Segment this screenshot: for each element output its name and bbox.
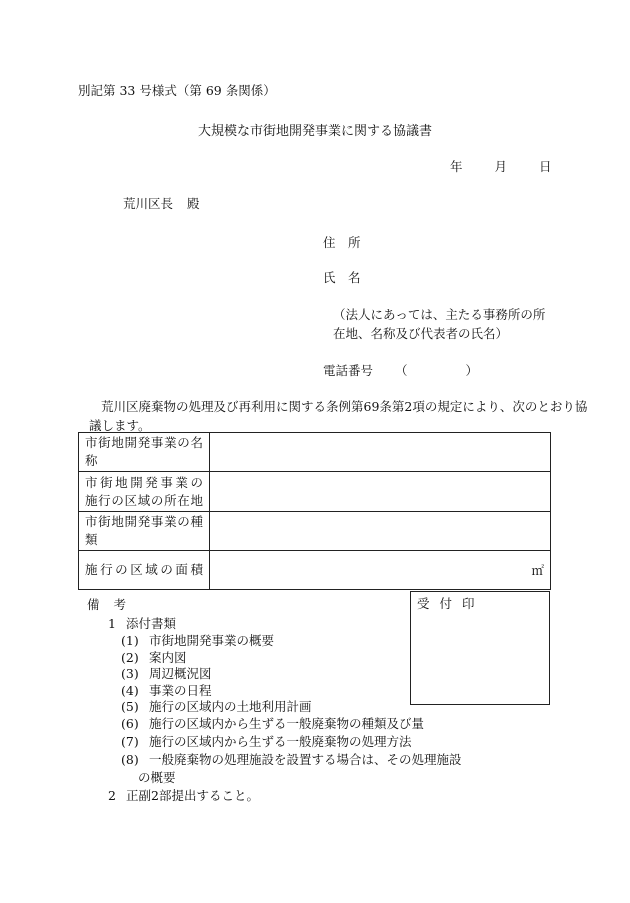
- notes-heading: [87, 595, 126, 613]
- notes-heading-right: 考: [113, 597, 127, 612]
- subitem-number: (4): [121, 683, 139, 698]
- applicant-name-label: 氏 名: [323, 270, 361, 285]
- document-title: 大規模な市街地開発事業に関する協議書: [197, 124, 432, 139]
- note-item-1: [108, 614, 176, 632]
- body-text-line2: 議します。: [89, 418, 151, 433]
- date-field: [450, 157, 552, 175]
- subitem-number: (6): [121, 716, 139, 731]
- list-item: [121, 714, 424, 732]
- note-item-1-number: 1: [108, 616, 116, 631]
- subitem-text: 市街地開発事業の概要: [149, 633, 275, 648]
- project-location-field: [210, 472, 551, 512]
- phone-paren-open: （: [395, 363, 408, 378]
- notes-heading-left: 備: [87, 597, 100, 612]
- table-row-project-area: [79, 551, 551, 590]
- phone-label: 電話番号: [323, 363, 374, 378]
- form-identifier: 別記第 33 号様式（第 69 条関係）: [78, 83, 276, 98]
- project-name-label: 市街地開発事業の名称: [79, 433, 210, 472]
- subitem-text: 施行の区域内から生ずる一般廃棄物の種類及び量: [149, 716, 425, 731]
- list-item: [121, 664, 212, 682]
- project-location-label-line2: 施行の区域の所在地: [85, 492, 203, 508]
- project-location-label-line1: 市街地開発事業の: [85, 474, 203, 490]
- subitem-number: (7): [121, 734, 139, 749]
- list-item: [121, 697, 312, 715]
- subitem-number: (2): [121, 650, 139, 665]
- subitem-text: 一般廃棄物の処理施設を設置する場合は、その処理施設: [149, 752, 462, 767]
- subitem-text: 施行の区域内から生ずる一般廃棄物の処理方法: [149, 734, 412, 749]
- subitem-number: (5): [121, 699, 139, 714]
- subitem-8-continuation: の概要: [138, 770, 176, 785]
- note-item-2-text: 正副2部提出すること。: [126, 788, 259, 803]
- addressee: [123, 194, 200, 212]
- note-item-2-number: 2: [108, 788, 116, 803]
- body-text-line1: 荒川区廃棄物の処理及び再利用に関する条例第69条第2項の規定により、次のとおり協: [101, 399, 588, 414]
- date-year-label: 年: [450, 159, 463, 174]
- project-location-label: [79, 472, 210, 512]
- table-row-project-location: [79, 472, 551, 512]
- phone-paren-close: ）: [465, 363, 479, 378]
- note-item-1-text: 添付書類: [126, 616, 177, 631]
- project-type-field: [210, 512, 551, 551]
- subitem-text: 案内図: [149, 650, 187, 665]
- corporation-note-line2: 在地、名称及び代表者の氏名）: [333, 326, 509, 341]
- table-row-project-type: [79, 512, 551, 551]
- project-name-field: [210, 433, 551, 472]
- subitem-text: 施行の区域内の土地利用計画: [149, 699, 312, 714]
- date-month-label: 月: [494, 159, 508, 174]
- subitem-text: 周辺概況図: [149, 666, 212, 681]
- subitem-text: 事業の日程: [149, 683, 212, 698]
- list-item: [121, 732, 412, 750]
- table-row-project-name: [79, 433, 551, 472]
- corporation-note-line1: （法人にあっては、主たる事務所の所: [333, 307, 546, 322]
- applicant-address-label: 住 所: [323, 235, 361, 250]
- area-unit: ㎡: [531, 563, 544, 578]
- date-day-label: 日: [539, 159, 552, 174]
- project-info-table: [78, 432, 551, 590]
- phone-field: [323, 361, 478, 379]
- addressee-name: 荒川区長: [123, 196, 174, 211]
- subitem-number: (1): [121, 633, 139, 648]
- subitem-number: (3): [121, 666, 139, 681]
- receipt-stamp-box: [410, 591, 550, 705]
- list-item: [121, 750, 462, 768]
- receipt-stamp-label: 受付印: [417, 596, 485, 611]
- subitem-number: (8): [121, 752, 139, 767]
- project-type-label: 市街地開発事業の種類: [79, 512, 210, 551]
- project-area-label: 施行の区域の面積: [79, 551, 210, 590]
- project-area-field: [210, 551, 551, 590]
- list-item: [121, 631, 274, 649]
- note-item-2: [108, 786, 259, 804]
- addressee-honorific: 殿: [187, 196, 200, 211]
